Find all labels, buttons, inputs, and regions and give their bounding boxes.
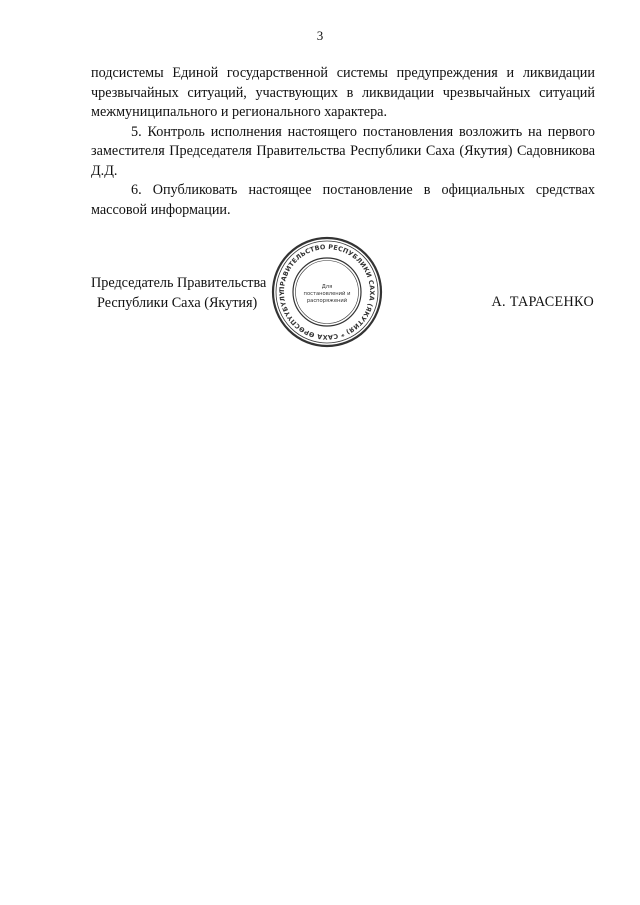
signer-title-line1: Председатель Правительства (91, 275, 267, 291)
signer-name: А. ТАРАСЕНКО (491, 294, 594, 310)
seal-outer-text: ПРАВИТЕЛЬСТВО РЕСПУБЛИКИ САХА (ЯКУТИЯ) * САХА ӨРӨСПҮҮБҮЛҮ (277, 242, 377, 342)
page-number: 3 (316, 28, 324, 43)
official-seal (271, 236, 383, 348)
seal-center-line2: постановлений и (303, 291, 351, 297)
signer-title-line2: Республики Саха (Якутия) (97, 294, 258, 311)
paragraph-continuation: подсистемы Единой государственной системы предупреждения и ликвидации чрезвычайных ситуаций, участвующих в ликвидации чрезвычайных ситуаций межмуниципального и регионального характера. (91, 65, 595, 120)
seal-center-line3: распоряжений (306, 298, 348, 304)
seal-center-line1: Для (321, 284, 333, 290)
document-body (91, 64, 595, 220)
seal-graphic (271, 236, 383, 348)
paragraph-item-5: 5. Контроль исполнения настоящего постановления возложить на первого заместителя Председателя Правительства Республики Саха (Якутия) Садовникова Д.Д. (91, 123, 595, 179)
paragraph-item-6: 6. Опубликовать настоящее постановление в официальных средствах массовой информации. (91, 182, 595, 218)
signer-title (91, 274, 266, 313)
